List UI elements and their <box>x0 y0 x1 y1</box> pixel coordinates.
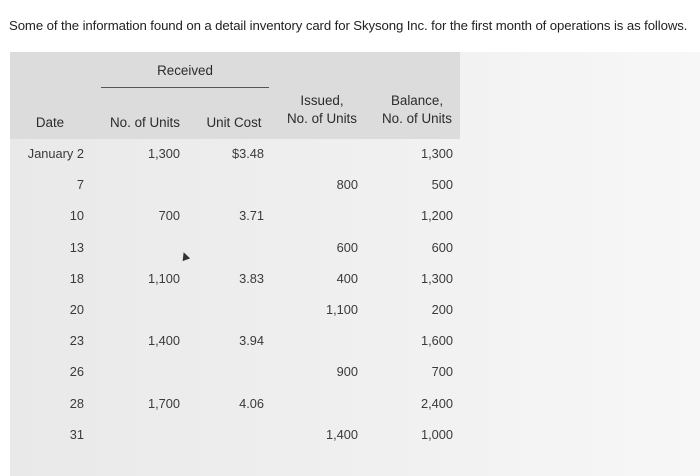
background-shade-right <box>460 52 700 476</box>
unit-cost-column-header: Unit Cost <box>206 115 262 130</box>
cell-date: 28 <box>69 395 84 411</box>
cell-date: 20 <box>69 302 84 317</box>
cell-date: 31 <box>69 426 84 442</box>
cell-date: 23 <box>69 333 84 349</box>
cell-balance: 1,000 <box>420 426 453 442</box>
cell-cost: 3.71 <box>239 208 264 224</box>
cell-balance: 200 <box>431 302 453 317</box>
cell-date: 7 <box>76 177 84 193</box>
cell-date: 26 <box>69 364 84 380</box>
received-group-header: Received <box>157 63 213 78</box>
date-column-header: Date <box>35 115 65 130</box>
balance-header-line1: Balance, <box>390 93 444 108</box>
cell-balance: 600 <box>431 239 453 255</box>
issued-column-header <box>280 92 364 128</box>
cell-issued: 400 <box>336 270 358 286</box>
cell-balance: 700 <box>431 364 453 380</box>
cell-issued: 800 <box>336 177 358 193</box>
balance-column-header <box>374 92 460 128</box>
cell-recv: 1,300 <box>147 146 180 161</box>
cell-balance: 1,300 <box>420 146 453 161</box>
received-units-column-header: No. of Units <box>110 115 180 130</box>
cell-date: 18 <box>69 270 84 286</box>
balance-header-line2: No. of Units <box>382 111 452 126</box>
cell-balance: 500 <box>431 177 453 193</box>
cell-issued: 900 <box>336 364 358 380</box>
cell-balance: 2,400 <box>420 395 453 411</box>
cell-balance: 1,300 <box>420 270 453 286</box>
cell-recv: 1,700 <box>147 395 180 411</box>
cell-recv: 700 <box>158 208 180 224</box>
received-underline <box>101 87 269 88</box>
cell-cost: 4.06 <box>239 395 264 411</box>
cell-balance: 1,200 <box>420 208 453 224</box>
cell-date: January 2 <box>27 146 84 161</box>
inventory-card-table <box>0 52 700 476</box>
cell-issued: 1,400 <box>325 426 358 442</box>
cell-recv: 1,100 <box>147 270 180 286</box>
cell-balance: 1,600 <box>420 333 453 349</box>
cell-date: 13 <box>69 239 84 255</box>
cell-cost: $3.48 <box>231 146 264 161</box>
cell-issued: 1,100 <box>325 302 358 317</box>
cell-recv: 1,400 <box>147 333 180 349</box>
cell-cost: 3.83 <box>239 270 264 286</box>
cell-cost: 3.94 <box>239 333 264 349</box>
issued-header-line1: Issued, <box>300 93 344 108</box>
intro-text: Some of the information found on a detail inventory card for Skysong Inc. for the first month of operations is as follows. <box>9 18 688 33</box>
issued-header-line2: No. of Units <box>287 111 357 126</box>
cell-date: 10 <box>69 208 84 224</box>
cell-issued: 600 <box>336 239 358 255</box>
